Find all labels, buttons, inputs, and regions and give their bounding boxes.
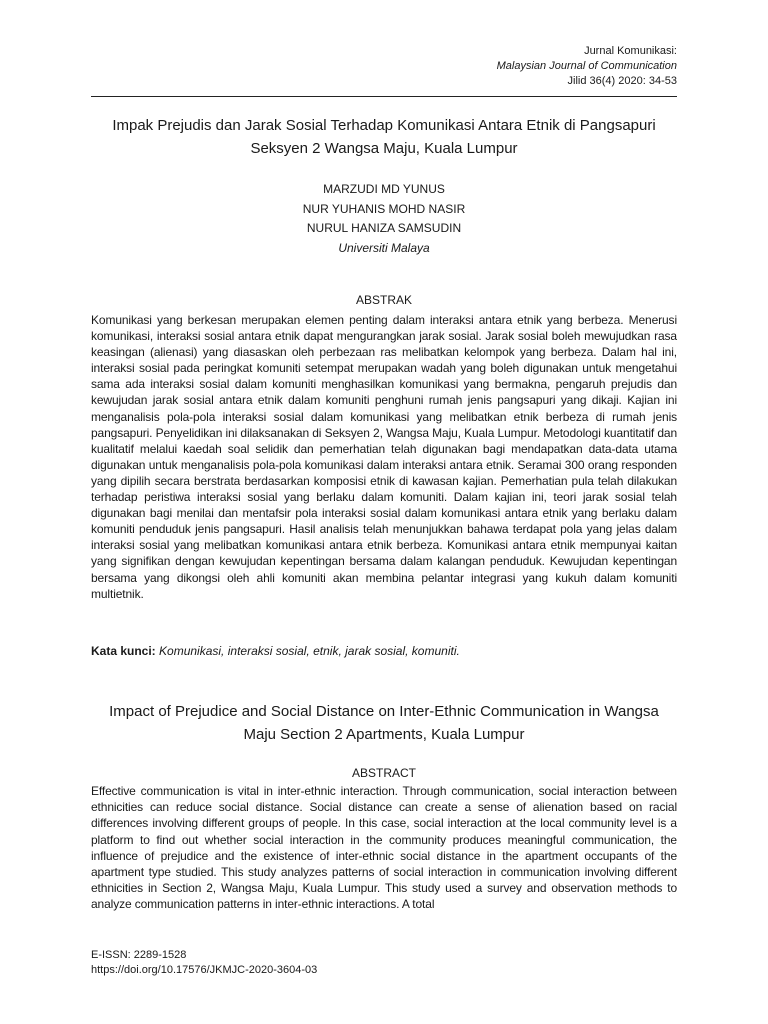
author-affiliation: Universiti Malaya (338, 240, 430, 255)
keywords-line (91, 644, 677, 658)
keywords-text: Komunikasi, interaksi sosial, etnik, jarak sosial, komuniti. (159, 644, 460, 658)
journal-name: Jurnal Komunikasi: (584, 45, 677, 57)
author-name: NUR YUHANIS MOHD NASIR (302, 201, 466, 216)
abstract-heading: ABSTRACT (351, 766, 416, 780)
keywords-label: Kata kunci: (91, 644, 156, 658)
abstrak-heading: ABSTRAK (355, 293, 412, 307)
doi-link[interactable]: https://doi.org/10.17576/JKMJC-2020-3604-03 (91, 964, 318, 976)
eissn-text: E-ISSN: 2289-1528 (91, 949, 187, 961)
header-divider (91, 96, 677, 97)
author-name: MARZUDI MD YUNUS (323, 182, 445, 196)
author-name: NURUL HANIZA SAMSUDIN (306, 221, 462, 235)
author-block (91, 180, 677, 258)
journal-issue: Jilid 36(4) 2020: 34-53 (567, 75, 677, 87)
page-footer (91, 948, 317, 978)
abstract-body: Effective communication is vital in inter-ethnic interaction. Through communication, social interaction between ethnicities can reduce social distance. Social distance can create a sense of alienation based on racial differences involving different groups of people. In this case, social interaction at the local community level is a platform to find out whether social interaction in the community produces meaningful communication, the influence of prejudice and the existence of inter-ethnic social distance in the apartment occupants of the apartment type studied. This study analyzes patterns of social interaction in communication involving different ethnicities in Section 2, Wangsa Maju, Kuala Lumpur. This study used a survey and observation methods to analyze communication patterns in inter-ethnic interactions. A total (91, 784, 677, 912)
paper-title-english: Impact of Prejudice and Social Distance on Inter-Ethnic Communication in Wangsa Maju Section 2 Apartments, Kuala Lumpur (109, 703, 659, 743)
journal-name-english: Malaysian Journal of Communication (496, 60, 677, 72)
abstrak-body: Komunikasi yang berkesan merupakan elemen penting dalam interaksi antara etnik yang berbeza. Menerusi komunikasi, interaksi sosial antara etnik dapat mengurangkan jarak sosial. Jarak sosial boleh mewujudkan rasa keasingan (alienasi) yang diasaskan oleh perbezaan ras melibatkan kelompok yang berbeza. Dalam hal ini, interaksi sosial pada peringkat komuniti setempat merupakan wadah yang boleh digunakan untuk mengetahui sama ada interaksi sosial dalam komuniti menghasilkan komunikasi yang bermakna, pengaruh prejudis dan kewujudan jarak sosial antara etnik dalam komuniti penghuni rumah jenis pangsapuri yang dikaji. Kajian ini menganalisis pola-pola interaksi sosial dalam komunikasi yang melibatkan etnik berbeza di rumah jenis pangsapuri. Penyelidikan ini dilaksanakan di Seksyen 2, Wangsa Maju, Kuala Lumpur. Metodologi kuantitatif dan kualitatif melalui kaedah soal selidik dan pemerhatian telah digunakan bagi mendapatkan data-data utama digunakan untuk menganalisis pola-pola komunikasi dalam interaksi antara etnik. Seramai 300 orang responden yang dipilih secara berstrata berdasarkan komposisi etnik di kawasan kajian. Pemerhatian pula telah dilakukan terhadap peristiwa interaksi sosial yang berlaku dalam komuniti. Dalam kajian ini, teori jarak sosial telah digunakan bagi menilai dan mentafsir pola interaksi sosial dalam komunikasi antara etnik yang berlaku dalam komuniti penduduk jenis pangsapuri. Hasil analisis telah menunjukkan bahawa terdapat pola yang jelas dalam interaksi sosial yang melibatkan komunikasi antara etnik berbeza. Komunikasi antara etnik mempunyai kaitan yang signifikan dengan kewujudan kepentingan bersama dalam kalangan penduduk. Kewujudan kepentingan bersama yang dikongsi oleh ahli komuniti akan membina pelantar integrasi yang kukuh dalam komuniti multietnik. (91, 313, 677, 601)
journal-header (497, 44, 677, 89)
paper-title-malay: Impak Prejudis dan Jarak Sosial Terhadap Komunikasi Antara Etnik di Pangsapuri Seksyen 2 Wangsa Maju, Kuala Lumpur (112, 117, 656, 157)
